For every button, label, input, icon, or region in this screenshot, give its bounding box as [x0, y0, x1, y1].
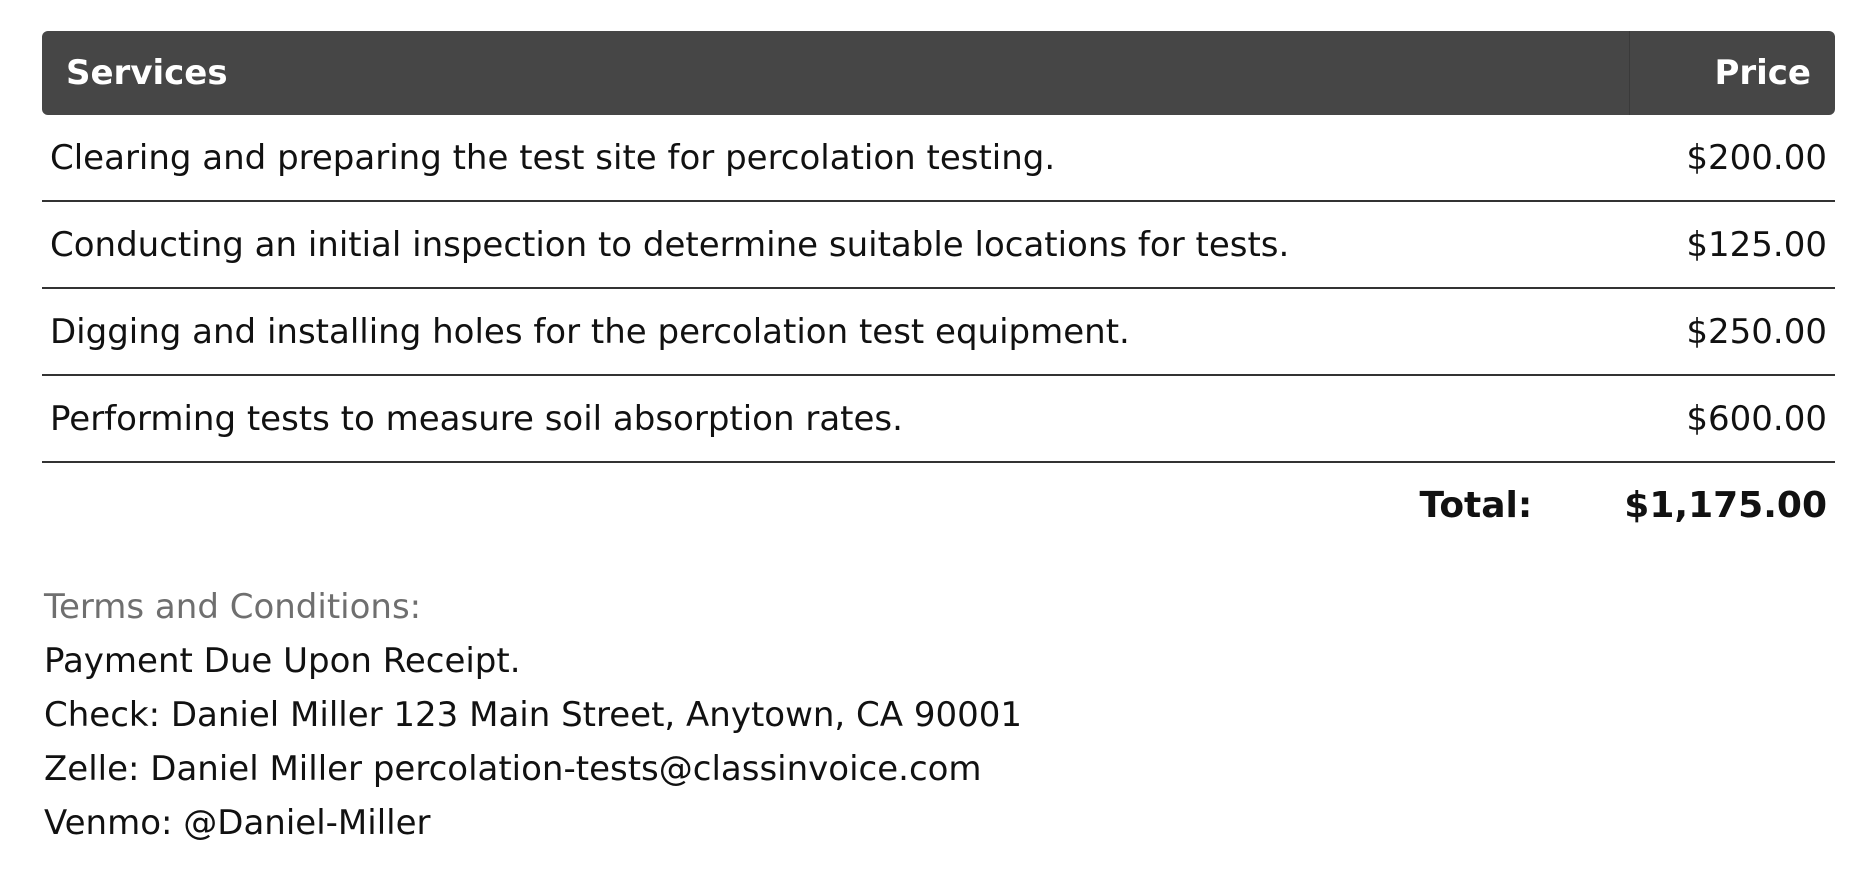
service-description: Performing tests to measure soil absorption rates. — [50, 398, 903, 439]
total-row — [42, 463, 1835, 547]
price-column-header: Price — [1629, 31, 1835, 115]
table-row — [42, 289, 1835, 376]
terms-check-info: Check: Daniel Miller 123 Main Street, Anytown, CA 90001 — [44, 695, 1023, 735]
service-price: $125.00 — [1686, 224, 1827, 265]
service-description: Conducting an initial inspection to determine suitable locations for tests. — [50, 224, 1290, 265]
service-price: $200.00 — [1686, 137, 1827, 178]
table-header — [42, 31, 1835, 115]
terms-payment-due: Payment Due Upon Receipt. — [44, 641, 521, 681]
total-value: $1,175.00 — [1624, 484, 1827, 526]
service-description: Digging and installing holes for the percolation test equipment. — [50, 311, 1130, 352]
table-row — [42, 202, 1835, 289]
terms-section — [44, 580, 1022, 850]
table-row — [42, 115, 1835, 202]
terms-zelle-info: Zelle: Daniel Miller percolation-tests@classinvoice.com — [44, 749, 982, 789]
table-row — [42, 376, 1835, 463]
total-label: Total: — [1419, 484, 1533, 526]
service-description: Clearing and preparing the test site for percolation testing. — [50, 137, 1056, 178]
service-price: $600.00 — [1686, 398, 1827, 439]
services-table — [42, 31, 1835, 547]
service-price: $250.00 — [1686, 311, 1827, 352]
terms-heading: Terms and Conditions: — [44, 587, 422, 627]
services-column-header: Services — [66, 53, 228, 93]
terms-venmo-info: Venmo: @Daniel-Miller — [44, 803, 431, 843]
